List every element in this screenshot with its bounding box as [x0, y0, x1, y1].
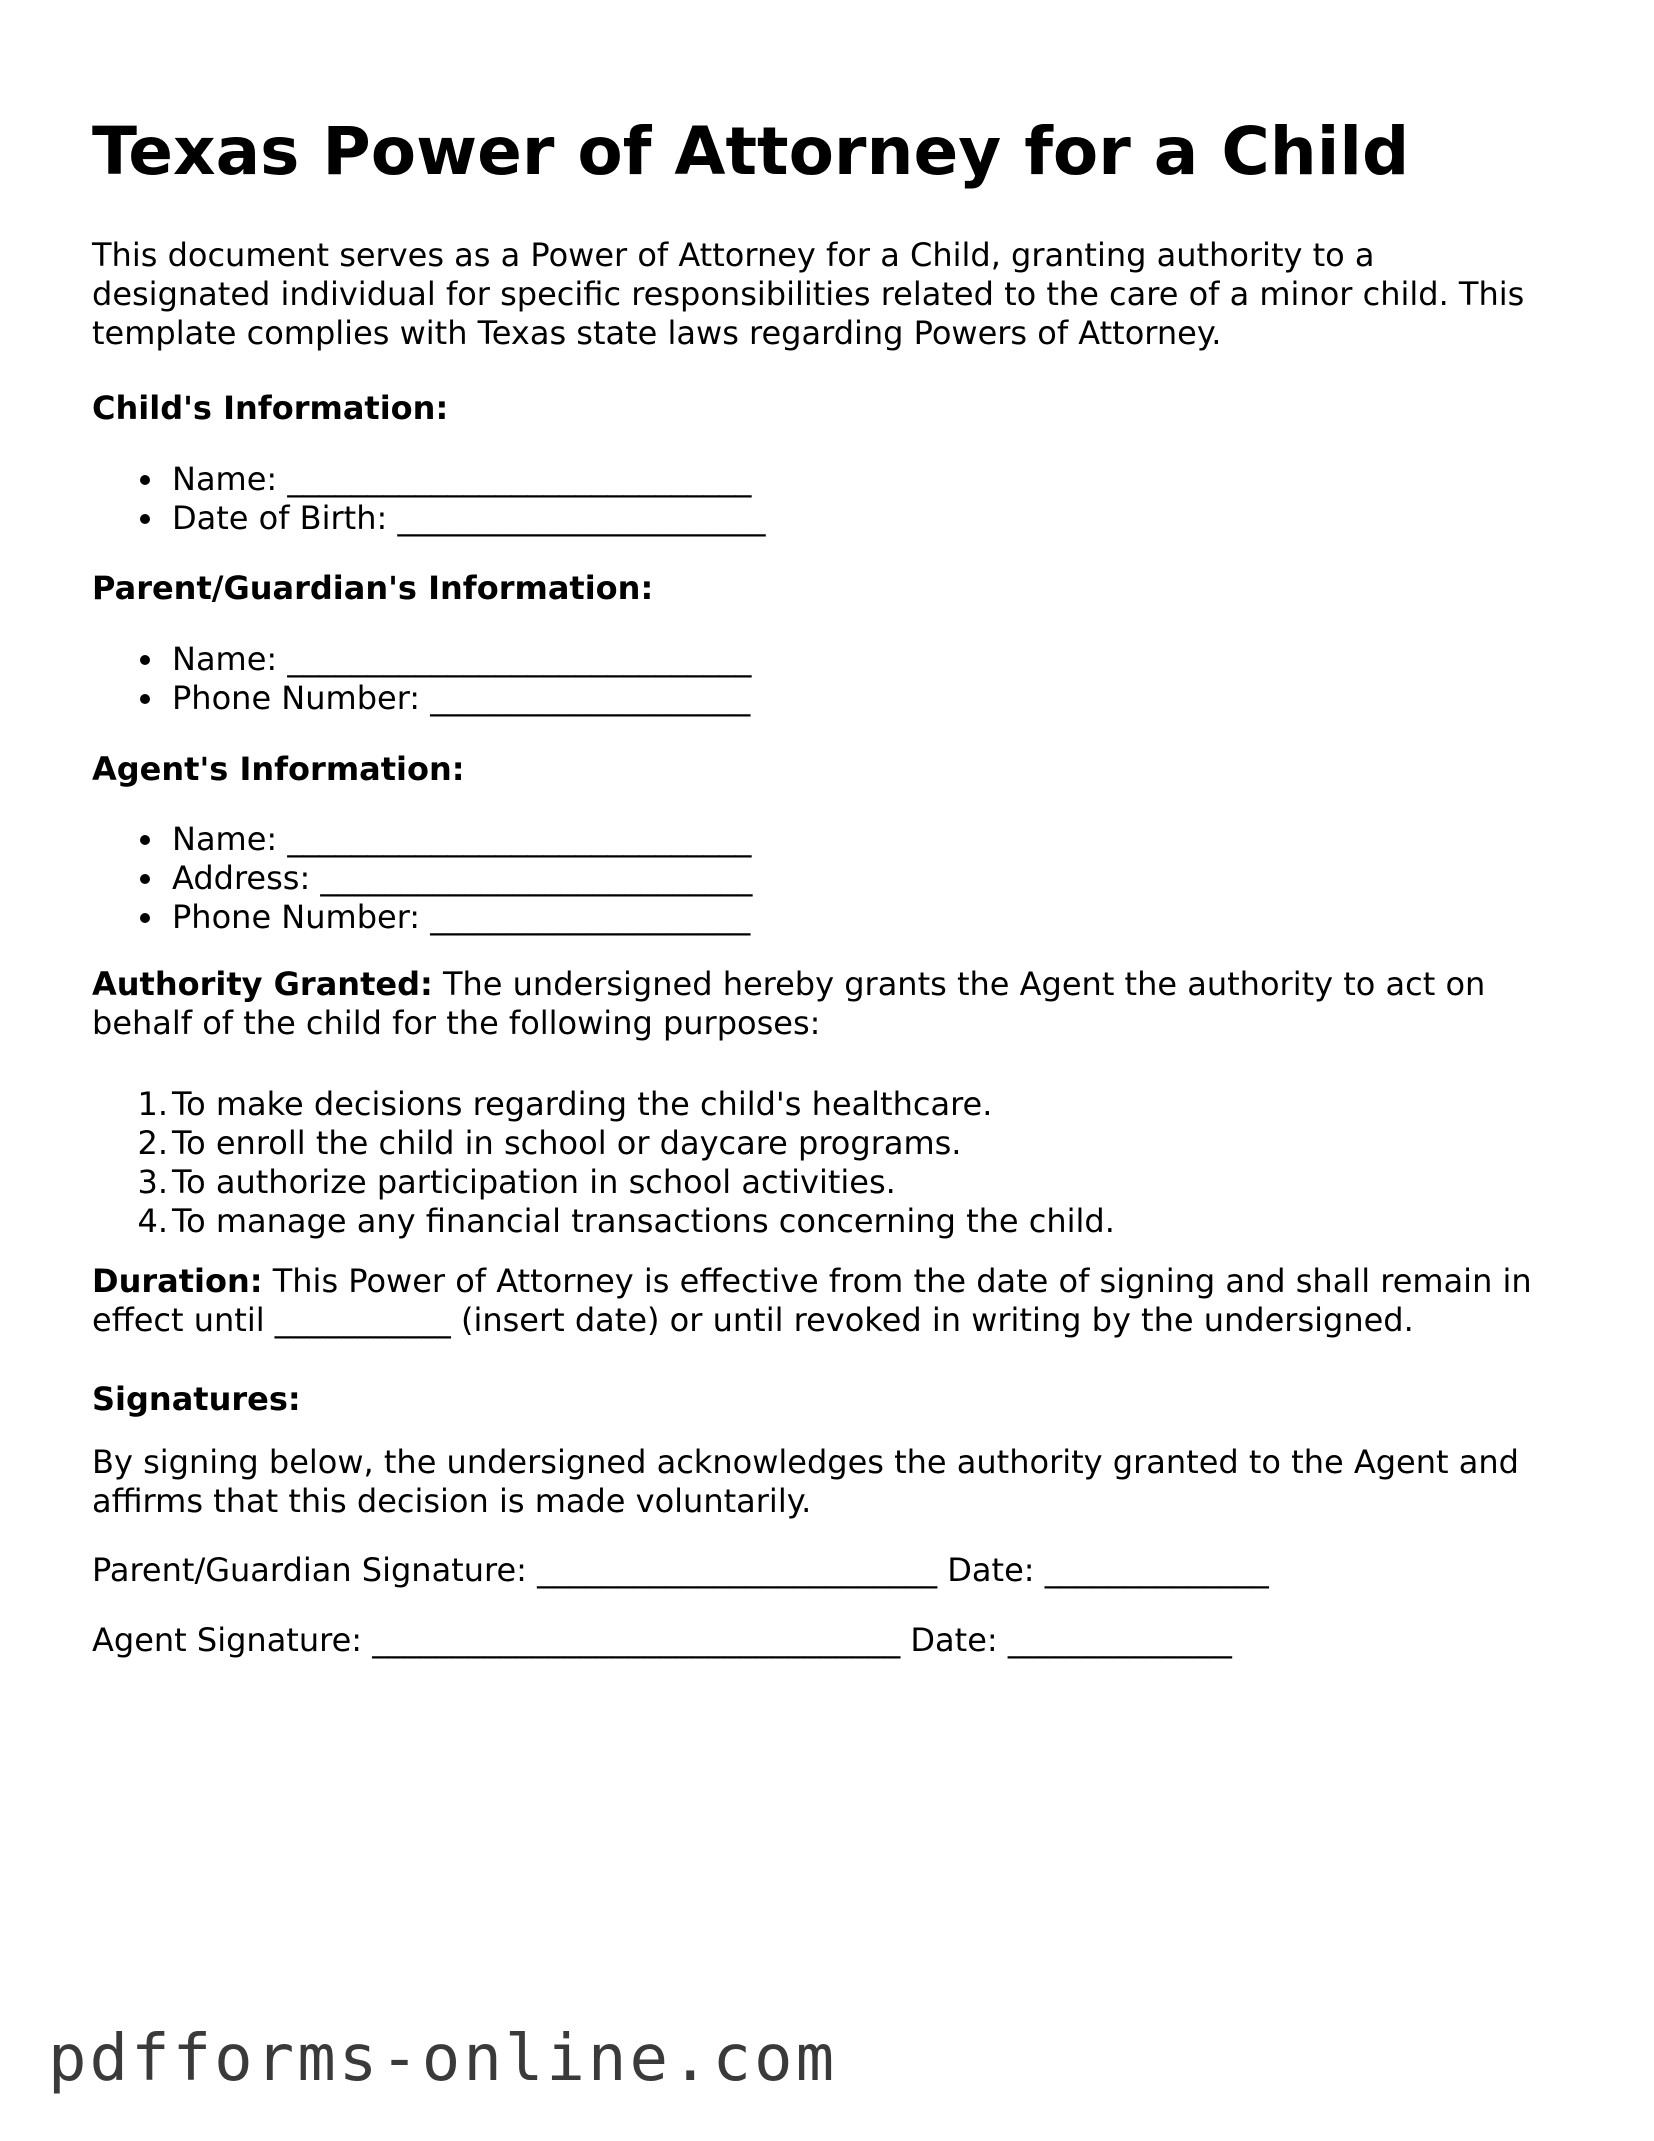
- list-item: [137, 1124, 1115, 1163]
- duration-text: This Power of Attorney is effective from the date of signing and shall remain in: [262, 1262, 1532, 1300]
- acknowledgement-line: By signing below, the undersigned acknowledges the authority granted to the Agent and: [92, 1443, 1519, 1481]
- agent-name-field: [172, 820, 752, 859]
- agent-signature-line: Agent Signature: _________________________________ Date: ______________: [92, 1621, 1232, 1659]
- authority-line: behalf of the child for the following purposes:: [92, 1004, 821, 1042]
- parent-phone-field: [172, 679, 751, 718]
- list-item-text: To make decisions regarding the child's healthcare.: [172, 1085, 993, 1123]
- list-number: 3.: [137, 1163, 168, 1201]
- duration-line: [92, 1262, 1532, 1301]
- agent-info-list: [172, 820, 752, 937]
- list-item-text: Name: _____________________________: [172, 460, 752, 498]
- list-number: 2.: [137, 1124, 168, 1162]
- acknowledgement-line: affirms that this decision is made voluntarily.: [92, 1482, 812, 1520]
- authority-line: [92, 965, 1485, 1004]
- bullet-icon: [140, 874, 150, 884]
- intro-line: designated individual for specific responsibilities related to the care of a minor child. This: [92, 275, 1525, 313]
- duration-paragraph: [92, 1262, 1532, 1340]
- list-item-text: Name: _____________________________: [172, 640, 752, 678]
- list-item-text: Name: _____________________________: [172, 820, 752, 858]
- bullet-icon: [140, 655, 150, 665]
- list-item-text: To enroll the child in school or daycare programs.: [172, 1124, 962, 1162]
- agent-phone-field: [172, 898, 752, 937]
- list-item-text: To manage any financial transactions concerning the child.: [172, 1202, 1115, 1240]
- bullet-icon: [140, 913, 150, 923]
- list-item-text: Date of Birth: _______________________: [172, 499, 766, 537]
- list-number: 1.: [137, 1085, 168, 1123]
- list-item-text: To authorize participation in school activities.: [172, 1163, 896, 1201]
- list-item: [137, 1085, 1115, 1124]
- list-item-text: Phone Number: ____________________: [172, 679, 751, 717]
- authority-paragraph: [92, 965, 1485, 1043]
- authority-text: The undersigned hereby grants the Agent the authority to act on: [432, 965, 1486, 1003]
- list-item-text: Address: ___________________________: [172, 859, 753, 897]
- bullet-icon: [140, 835, 150, 845]
- parent-name-field: [172, 640, 751, 679]
- document-title: Texas Power of Attorney for a Child: [92, 113, 1410, 190]
- duration-label: Duration:: [92, 1262, 263, 1300]
- list-item: [137, 1202, 1115, 1241]
- list-item: [137, 1163, 1115, 1202]
- parent-signature-line: Parent/Guardian Signature: _________________________ Date: ______________: [92, 1551, 1269, 1589]
- intro-paragraph: [92, 236, 1524, 353]
- bullet-icon: [140, 475, 150, 485]
- parent-info-list: [172, 640, 751, 718]
- list-number: 4.: [137, 1202, 168, 1240]
- bullet-icon: [140, 514, 150, 524]
- agent-address-field: [172, 859, 752, 898]
- acknowledgement-paragraph: [92, 1443, 1519, 1521]
- agent-info-heading: Agent's Information:: [92, 750, 465, 788]
- intro-line: This document serves as a Power of Attorney for a Child, granting authority to a: [92, 236, 1375, 274]
- child-info-heading: Child's Information:: [92, 389, 449, 427]
- duration-line: effect until ___________ (insert date) or until revoked in writing by the undersigned.: [92, 1301, 1414, 1339]
- intro-line: template complies with Texas state laws regarding Powers of Attorney.: [92, 314, 1222, 352]
- signatures-heading: Signatures:: [92, 1380, 301, 1418]
- authority-label: Authority Granted:: [92, 965, 433, 1003]
- watermark-text: pdfforms-online.com: [48, 2022, 838, 2096]
- parent-info-heading: Parent/Guardian's Information:: [92, 569, 654, 607]
- bullet-icon: [140, 694, 150, 704]
- list-item-text: Phone Number: ____________________: [172, 898, 751, 936]
- child-name-field: [172, 460, 765, 499]
- child-info-list: [172, 460, 765, 538]
- purposes-list: [137, 1085, 1115, 1241]
- child-dob-field: [172, 499, 765, 538]
